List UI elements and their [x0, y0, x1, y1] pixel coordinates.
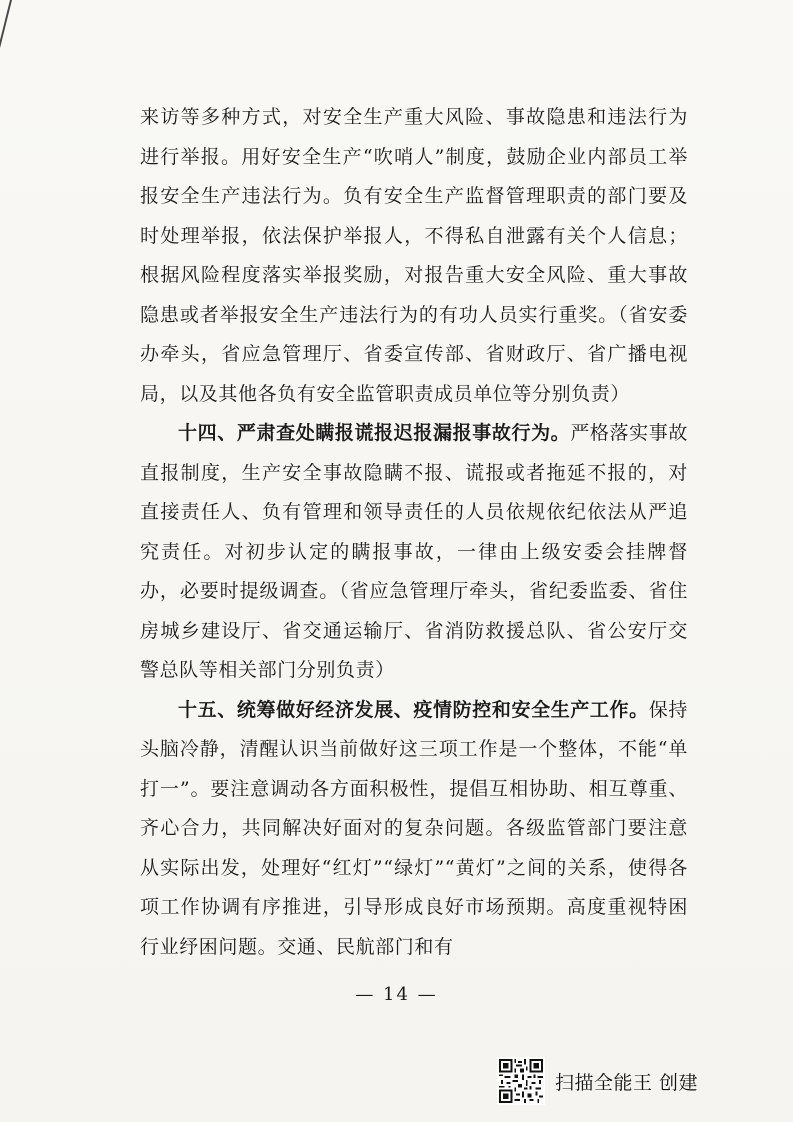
paragraph-text: 严格落实事故直报制度，生产安全事故隐瞒不报、谎报或者拖延不报的，对直接责任人、负有管理和领导责任的人员依规依纪依法从严追究责任。对初步认定的瞒报事故，一律由上级安委会挂牌督办，必要时提级调查。（省应急管理厅牵头，省纪委监委、省住房城乡建设厅、省交通运输厅、省消防救援总队、省公安厅交警总队等相关部门分别负责） [140, 422, 688, 681]
paragraph-continuation [140, 98, 688, 414]
paragraph-text: 来访等多种方式，对安全生产重大风险、事故隐患和违法行为进行举报。用好安全生产“吹哨人”制度，鼓励企业内部员工举报安全生产违法行为。负有安全生产监督管理职责的部门要及时处理举报，依法保护举报人，不得私自泄露有关个人信息；根据风险程度落实举报奖励，对报告重大安全风险、重大事故隐患或者举报安全生产违法行为的有功人员实行重奖。（省安委办牵头，省应急管理厅、省委宣传部、省财政厅、省广播电视局，以及其他各负有安全监管职责成员单位等分别负责） [140, 106, 688, 405]
paragraph-text: 保持头脑冷静，清醒认识当前做好这三项工作是一个整体，不能“单打一”。要注意调动各方面积极性，提倡互相协助、相互尊重、齐心合力，共同解决好面对的复杂问题。各级监管部门要注意从实际出发，处理好“红灯”“绿灯”“黄灯”之间的关系，使得各项工作协调有序推进，引导形成良好市场预期。高度重视特困行业纾困问题。交通、民航部门和有 [140, 698, 688, 958]
paragraph-item-15 [140, 691, 688, 968]
qr-code-icon [497, 1057, 545, 1105]
paragraph-heading: 十五、统筹做好经济发展、疫情防控和安全生产工作。 [178, 698, 649, 721]
scanner-watermark-label: 扫描全能王 创建 [555, 1071, 699, 1094]
paragraph-heading: 十四、严肃查处瞒报谎报迟报漏报事故行为。 [178, 422, 571, 444]
scanner-watermark [497, 1057, 698, 1105]
paragraph-item-14 [140, 414, 688, 691]
page-number: — 14 — [355, 984, 438, 1005]
scan-edge-line [0, 0, 12, 90]
document-body [140, 98, 688, 967]
